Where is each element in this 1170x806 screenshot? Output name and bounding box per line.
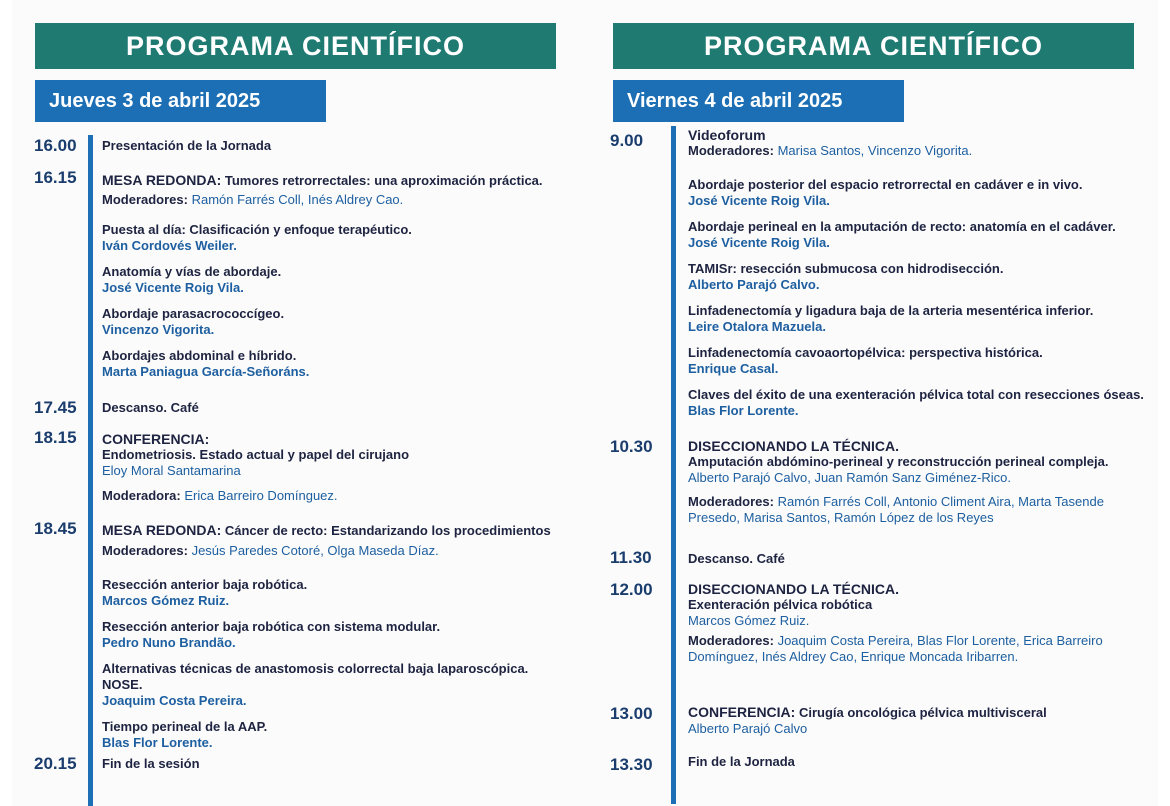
moderators: Moderadores: Joaquim Costa Pereira, Blas Flor Lorente, Erica Barreiro Domínguez, Inés Aldrey Cao, Enrique Moncada Iribarren. — [688, 633, 1103, 664]
program-sheet — [12, 0, 1158, 806]
session-videoforum — [688, 127, 1153, 419]
talk-title: Linfadenectomía cavoaortopélvica: perspectiva histórica. — [688, 345, 1043, 360]
program-banner: PROGRAMA CIENTÍFICO — [35, 23, 556, 69]
time-label: 9.00 — [610, 131, 644, 150]
session-heading: Videoforum — [688, 127, 766, 143]
item-title: Presentación de la Jornada — [102, 138, 272, 153]
item-title: Fin de la sesión — [102, 756, 200, 771]
moderators: Moderadores: Marisa Santos, Vincenzo Vigorita. — [688, 143, 973, 158]
friday-column — [587, 0, 1158, 806]
time-label: 11.30 — [610, 548, 652, 567]
session-conference — [102, 431, 572, 504]
talk-title: Amputación abdómino-perineal y reconstrucción perineal compleja. — [688, 454, 1109, 469]
moderators: Moderadora: Erica Barreiro Domínguez. — [102, 488, 338, 503]
time-label: 16.15 — [34, 168, 77, 187]
talk-title: Alternativas técnicas de anastomosis colorrectal baja laparoscópica. NOSE. — [102, 661, 529, 692]
item-title: Descanso. Café — [102, 400, 199, 415]
talk-speaker: Alberto Parajó Calvo — [688, 721, 808, 736]
day-header: Jueves 3 de abril 2025 — [35, 80, 326, 122]
talk-title: Abordajes abdominal e híbrido. — [102, 348, 297, 363]
schedule-item — [102, 400, 572, 416]
thursday-column — [12, 0, 572, 806]
talk-title: Puesta al día: Clasificación y enfoque terapéutico. — [102, 222, 412, 237]
talk-speaker: José Vicente Roig Vila. — [688, 193, 830, 208]
talk-speaker: José Vicente Roig Vila. — [102, 280, 244, 295]
talk-speaker: Leire Otalora Mazuela. — [688, 319, 826, 334]
talk-speaker: Blas Flor Lorente. — [102, 735, 213, 750]
talk-title: Resección anterior baja robótica. — [102, 577, 308, 592]
timeline-divider — [671, 126, 676, 804]
talk-speaker: Enrique Casal. — [688, 361, 779, 376]
talk-speaker: Pedro Nuno Brandão. — [102, 635, 236, 650]
time-label: 16.00 — [34, 136, 77, 155]
session-heading: CONFERENCIA: — [102, 431, 210, 447]
session-dissection-2 — [688, 581, 1153, 665]
talk-title: Claves del éxito de una exenteración pélvica total con resecciones óseas. — [688, 387, 1144, 402]
talk-speaker: Joaquim Costa Pereira. — [102, 693, 247, 708]
talk-speaker: Iván Cordovés Weiler. — [102, 238, 237, 253]
time-label: 18.45 — [34, 519, 77, 538]
schedule-item — [102, 756, 572, 772]
session-roundtable-1 — [102, 172, 572, 380]
talk-speaker: Alberto Parajó Calvo. — [688, 277, 820, 292]
talk-speaker: Marta Paniagua García-Señoráns. — [102, 364, 310, 379]
talk-title: Abordaje parasacrococcígeo. — [102, 306, 285, 321]
time-label: 18.15 — [34, 428, 77, 447]
time-label: 12.00 — [610, 580, 653, 599]
session-heading: CONFERENCIA: Cirugía oncológica pélvica multivisceral — [688, 704, 1047, 720]
time-label: 13.30 — [610, 755, 653, 774]
session-conference — [688, 704, 1153, 737]
time-label: 17.45 — [34, 398, 77, 417]
talk-speaker: Vincenzo Vigorita. — [102, 322, 215, 337]
talk-speaker: Marcos Gómez Ruiz. — [102, 593, 230, 608]
time-label: 13.00 — [610, 704, 653, 723]
program-banner: PROGRAMA CIENTÍFICO — [613, 23, 1134, 69]
talk-title: Abordaje perineal en la amputación de recto: anatomía en el cadáver. — [688, 219, 1116, 234]
talk-speaker: Alberto Parajó Calvo, Juan Ramón Sanz Giménez-Rico. — [688, 470, 1011, 485]
schedule-item — [102, 138, 572, 154]
talk-speaker: Blas Flor Lorente. — [688, 403, 799, 418]
session-heading: DISECCIONANDO LA TÉCNICA. — [688, 581, 900, 597]
talk-title: Exenteración pélvica robótica — [688, 597, 873, 612]
talk-title: Tiempo perineal de la AAP. — [102, 719, 268, 734]
item-title: Fin de la Jornada — [688, 754, 795, 769]
talk-title: TAMISr: resección submucosa con hidrodisección. — [688, 261, 1004, 276]
talk-speaker: José Vicente Roig Vila. — [688, 235, 830, 250]
session-roundtable-2 — [102, 522, 572, 751]
talk-speaker: Marcos Gómez Ruiz. — [688, 613, 810, 628]
time-label: 10.30 — [610, 437, 653, 456]
talk-speaker: Eloy Moral Santamarina — [102, 463, 241, 478]
talk-title: Endometriosis. Estado actual y papel del cirujano — [102, 447, 410, 462]
talk-title: Linfadenectomía y ligadura baja de la arteria mesentérica inferior. — [688, 303, 1094, 318]
talk-title: Abordaje posterior del espacio retrorrectal en cadáver e in vivo. — [688, 177, 1083, 192]
day-header: Viernes 4 de abril 2025 — [613, 80, 904, 122]
moderators: Moderadores: Jesús Paredes Cotoré, Olga Maseda Díaz. — [102, 543, 439, 558]
schedule-item — [688, 551, 1153, 567]
timeline-divider — [88, 135, 93, 806]
moderators: Moderadores: Ramón Farrés Coll, Antonio Climent Aira, Marta Tasende Presedo, Marisa Santos, Ramón López de los Reyes — [688, 494, 1104, 525]
session-dissection-1 — [688, 438, 1153, 526]
session-heading: DISECCIONANDO LA TÉCNICA. — [688, 438, 900, 454]
item-title: Descanso. Café — [688, 551, 785, 566]
talk-title: Anatomía y vías de abordaje. — [102, 264, 282, 279]
session-heading: MESA REDONDA: Cáncer de recto: Estandarizando los procedimientos — [102, 522, 551, 538]
talk-title: Resección anterior baja robótica con sistema modular. — [102, 619, 441, 634]
session-heading: MESA REDONDA: Tumores retrorrectales: una aproximación práctica. — [102, 172, 543, 188]
schedule-item — [688, 754, 1153, 770]
time-label: 20.15 — [34, 754, 77, 773]
moderators: Moderadores: Ramón Farrés Coll, Inés Aldrey Cao. — [102, 192, 404, 207]
